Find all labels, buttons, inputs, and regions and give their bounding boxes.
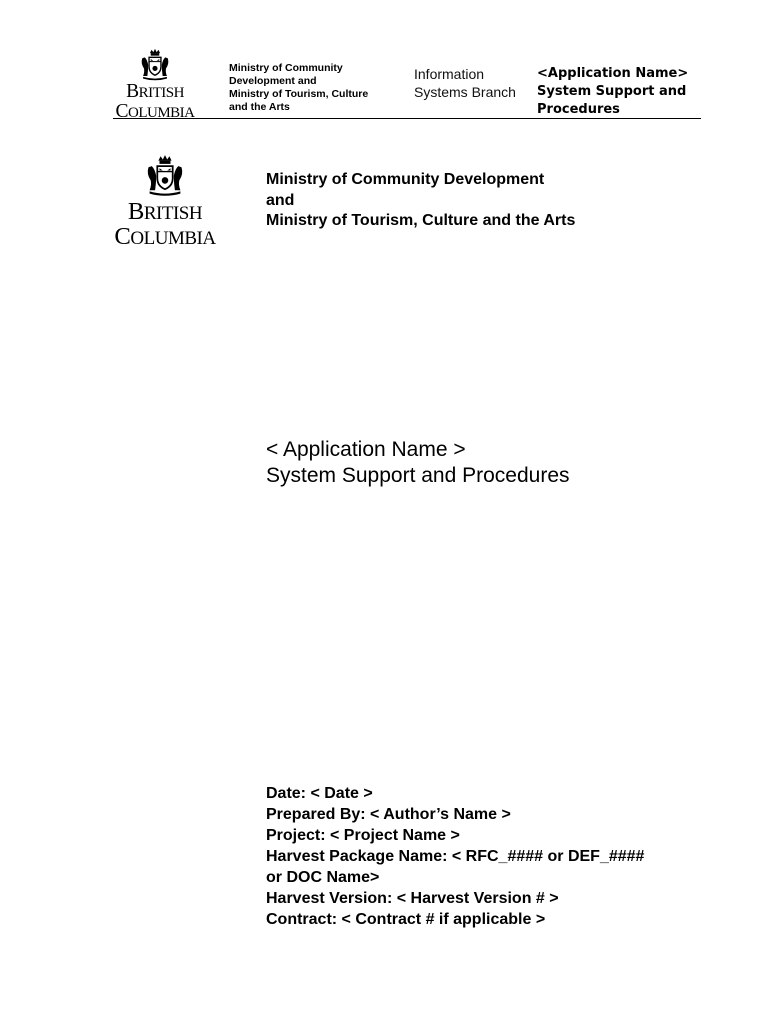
header-app-line: System Support and bbox=[537, 84, 687, 99]
application-name: < Application Name > bbox=[266, 438, 466, 461]
ministry-line: Ministry of Tourism, Culture and the Arts bbox=[266, 212, 576, 229]
document-details bbox=[266, 783, 716, 930]
logo-wordmark-british: BRITISH bbox=[126, 81, 184, 102]
harvest-version-field: Harvest Version: < Harvest Version # > bbox=[266, 890, 559, 907]
header-app-line: <Application Name> bbox=[537, 66, 689, 81]
date-field: Date: < Date > bbox=[266, 785, 373, 802]
document-subtitle: System Support and Procedures bbox=[266, 464, 570, 487]
logo-wordmark-columbia: COLUMBIA bbox=[114, 222, 216, 250]
page-header bbox=[113, 46, 701, 122]
header-app-line: Procedures bbox=[537, 102, 620, 117]
header-branch-line: Information bbox=[414, 66, 485, 82]
header-document-title bbox=[537, 65, 707, 119]
logo-wordmark-british: BRITISH bbox=[127, 198, 203, 225]
main-logo bbox=[111, 152, 219, 249]
bc-coat-of-arms-icon bbox=[143, 152, 187, 200]
harvest-package-field-continued: or DOC Name> bbox=[266, 869, 380, 886]
header-branch-line: Systems Branch bbox=[414, 84, 516, 100]
project-field: Project: < Project Name > bbox=[266, 827, 460, 844]
header-ministry-line: Ministry of Tourism, Culture bbox=[229, 88, 369, 100]
harvest-package-field: Harvest Package Name: < RFC_#### or DEF_#### bbox=[266, 848, 645, 865]
header-ministry-line: Development and bbox=[229, 75, 317, 87]
ministry-line: and bbox=[266, 191, 295, 209]
contract-field: Contract: < Contract # if applicable > bbox=[266, 911, 546, 928]
header-logo bbox=[113, 48, 197, 121]
header-branch-name bbox=[414, 65, 530, 101]
header-ministry-name bbox=[229, 62, 389, 114]
bc-coat-of-arms-icon bbox=[138, 48, 172, 82]
header-ministry-line: Ministry of Community bbox=[229, 62, 343, 74]
prepared-by-field: Prepared By: < Author’s Name > bbox=[266, 806, 511, 823]
header-ministry-line: and the Arts bbox=[229, 101, 290, 113]
document-title bbox=[266, 437, 726, 489]
ministry-line: Ministry of Community Development bbox=[266, 171, 545, 188]
logo-wordmark-columbia: COLUMBIA bbox=[115, 100, 195, 122]
ministry-heading bbox=[266, 170, 706, 232]
